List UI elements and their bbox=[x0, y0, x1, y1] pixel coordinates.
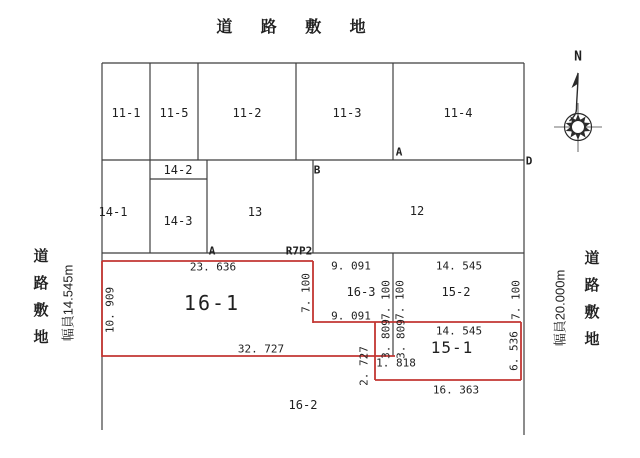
survey-point-a-mid: A bbox=[208, 244, 216, 258]
measurement-15-1-bottom: 16. 363 bbox=[432, 383, 480, 397]
road-label-top: 道 路 敷 地 bbox=[216, 19, 378, 36]
survey-point-a-top: A bbox=[395, 145, 403, 159]
measurement-16-1-right: 7. 100 bbox=[299, 273, 313, 313]
parcel-label-11-5: 11-5 bbox=[159, 106, 189, 120]
measurement-15-1-top: 14. 545 bbox=[435, 324, 483, 338]
measurement-15-2-right: 7. 100 bbox=[509, 280, 523, 320]
parcel-label-16-2: 16-2 bbox=[288, 398, 318, 412]
parcel-label-12: 12 bbox=[409, 204, 425, 218]
measurement-16-3-bottom: 9. 091 bbox=[331, 309, 371, 323]
measurement-16-1-top: 23. 636 bbox=[189, 260, 237, 274]
survey-point-b: B bbox=[313, 163, 321, 177]
parcel-label-11-4: 11-4 bbox=[443, 106, 473, 120]
measurement-16-1-bottom: 32. 727 bbox=[237, 342, 285, 356]
road-width-right: 幅員20.000m bbox=[552, 269, 568, 347]
measurement-15-1-step: 1. 818 bbox=[376, 356, 416, 370]
measurement-15-2-left: 7. 100 bbox=[393, 280, 407, 320]
parcel-label-15-2: 15-2 bbox=[441, 285, 471, 299]
measurement-15-2-top: 14. 545 bbox=[435, 259, 483, 273]
compass-north-label: N bbox=[574, 49, 582, 65]
parcel-label-11-2: 11-2 bbox=[232, 106, 262, 120]
parcel-label-11-3: 11-3 bbox=[332, 106, 362, 120]
parcel-label-16-1: 16-1 bbox=[183, 291, 241, 315]
road-label-left: 道路敷地 bbox=[31, 248, 49, 356]
survey-point-r7p2: R7P2 bbox=[285, 244, 313, 258]
parcel-label-14-2: 14-2 bbox=[163, 163, 193, 177]
parcel-label-16-3: 16-3 bbox=[346, 285, 376, 299]
compass-hub bbox=[571, 120, 585, 134]
measurement-15-1-left-b: 3. 809 bbox=[394, 319, 408, 359]
measurement-15-1-left-a: 3. 809 bbox=[379, 319, 393, 359]
parcel-label-11-1: 11-1 bbox=[111, 106, 141, 120]
measurement-16-3-right: 7. 100 bbox=[379, 280, 393, 320]
parcel-label-14-1: 14-1 bbox=[98, 205, 128, 219]
road-label-right: 道路敷地 bbox=[582, 250, 600, 358]
measurement-16-1-left: 10. 909 bbox=[103, 286, 117, 334]
measurement-15-1-right: 6. 536 bbox=[507, 331, 521, 371]
road-width-left: 幅員14.545m bbox=[60, 264, 76, 342]
north-compass-icon bbox=[554, 72, 602, 152]
parcel-label-15-1: 15-1 bbox=[430, 338, 474, 357]
parcel-label-14-3: 14-3 bbox=[163, 214, 193, 228]
parcel-label-13: 13 bbox=[247, 205, 263, 219]
survey-point-d: D bbox=[525, 154, 533, 168]
measurement-16-3-top: 9. 091 bbox=[331, 259, 371, 273]
measurement-15-1-left-low: 2. 727 bbox=[357, 346, 371, 386]
